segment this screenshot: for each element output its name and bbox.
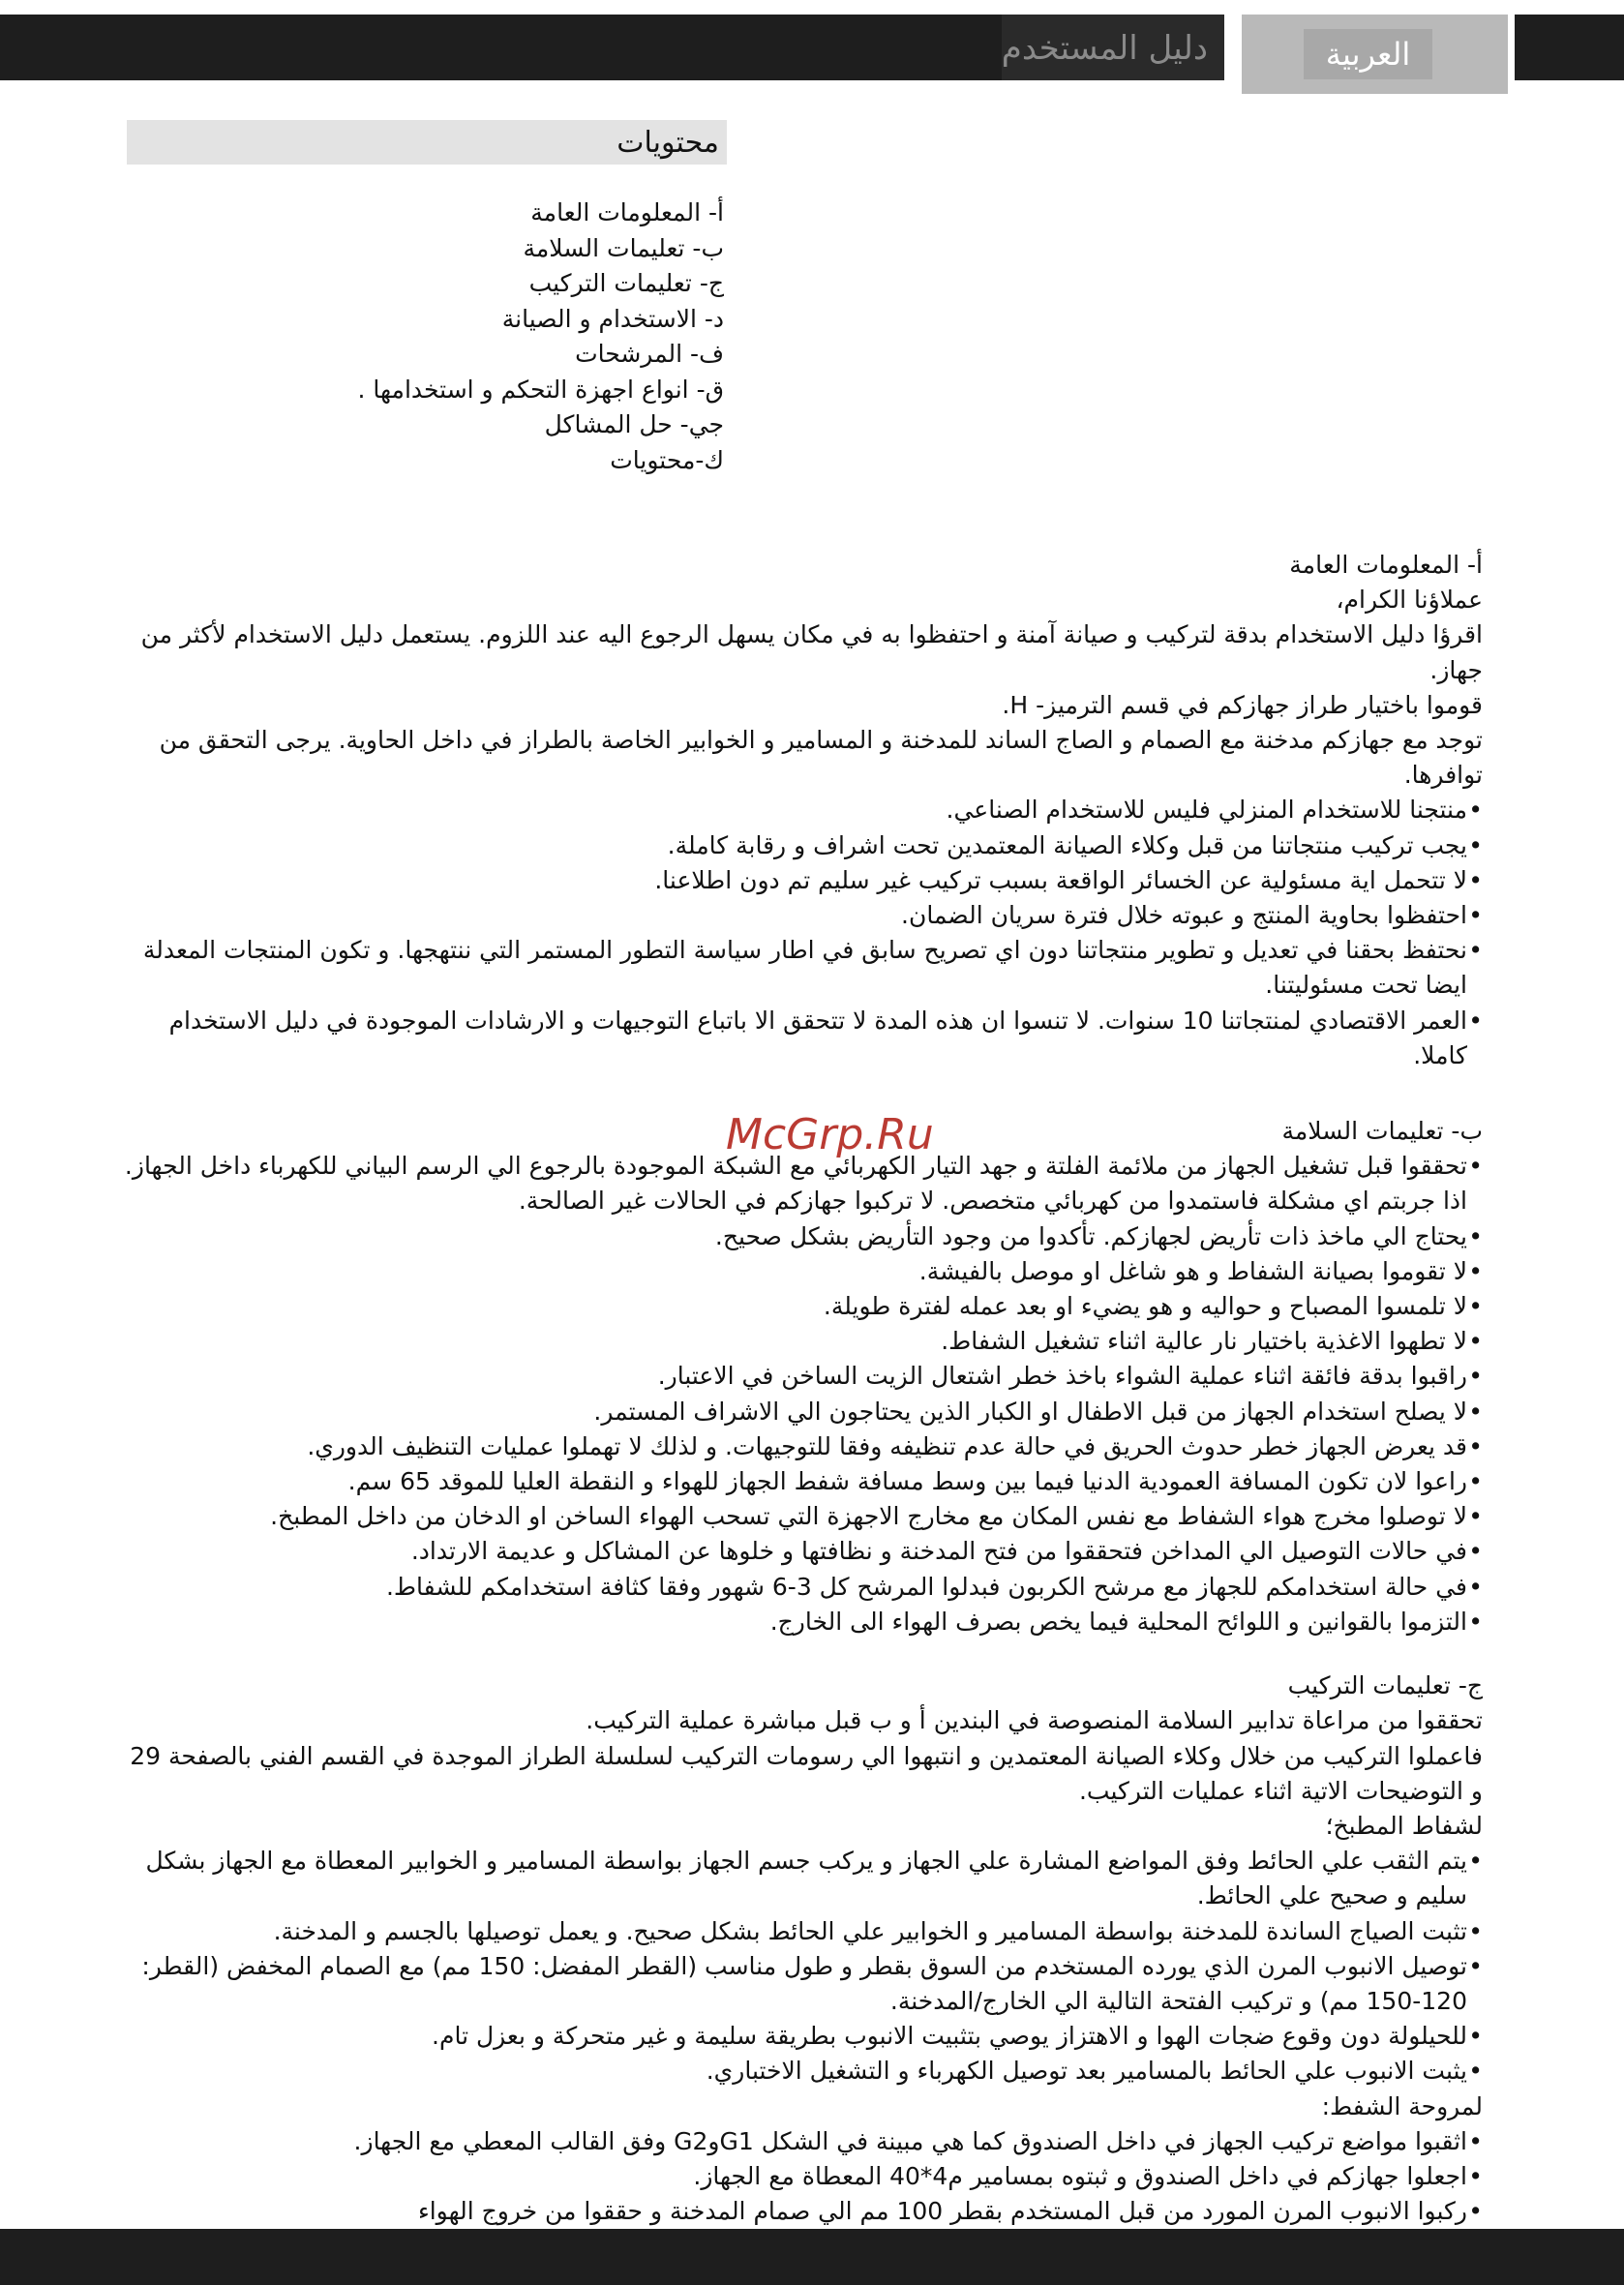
list-item: • نحتفظ بحقنا في تعديل و تطوير منتجاتنا دون اي تصريح سابق في اطار سياسة التطور المستمر التي ننتهجها. و تكون المنتجات المعدلة ايضا تحت مسئوليتنا. [116,933,1483,1003]
list-item: • لا يصلح استخدام الجهاز من قبل الاطفال او الكبار الذين يحتاجون الي الاشراف المستمر. [116,1395,1483,1429]
language-tab: العربية [1304,29,1432,79]
list-item: • اثقبوا مواضع تركيب الجهاز في داخل الصندوق كما هي مبينة في الشكل G1وG2 وفق القالب المعطي مع الجهاز. [116,2124,1483,2159]
toc-title: محتويات [127,120,727,165]
toc-item: جي- حل المشاكل [544,410,724,438]
list-item: • قد يعرض الجهاز خطر حدوث الحريق في حالة عدم تنظيفه وفقا للتوجيهات. و لذلك لا تهملوا عمليات التنظيف الدوري. [116,1429,1483,1464]
list-item: • لا تلمسوا المصباح و حواليه و هو يضيء او بعد عمله لفترة طويلة. [116,1289,1483,1324]
document-body [116,548,1483,2229]
paragraph: تحققوا من مراعاة تدابير السلامة المنصوصة في البندين أ و ب قبل مباشرة عملية التركيب. [586,1706,1483,1735]
toc-item: ق- انواع اجهزة التحكم و استخدامها . [357,375,724,404]
list-item: • راقبوا بدقة فائقة اثناء عملية الشواء باخذ خطر اشتعال الزيت الساخن في الاعتبار. [116,1359,1483,1394]
spacer [116,1639,1483,1669]
list-item: • تثبت الصياج الساندة للمدخنة بواسطة المسامير و الخوابير علي الحائط بشكل صحيح. و يعمل توصيلها بالجسم و المدخنة. [116,1914,1483,1949]
toc-item: ك-محتويات [610,445,724,474]
list-item: • للحيلولة دون وقوع ضجات الهوا و الاهتزاز يوصي بتثبيت الانبوب بطريقة سليمة و غير متحركة و بعزل تام. [116,2019,1483,2054]
section-b-heading: ب- تعليمات السلامة [1281,1117,1483,1146]
subheading-kitchen: لشفاط المطبخ؛ [1325,1811,1483,1840]
toc-item: د- الاستخدام و الصيانة [501,304,724,333]
greeting: عملاؤنا الكرام، [1336,586,1483,615]
list-item: • لا توصلوا مخرج هواء الشفاط مع نفس المكان مع مخارج الاجهزة التي تسحب الهواء الساخن او الدخان من داخل المطبخ. [116,1499,1483,1534]
list-item: • اجعلوا جهازكم في داخل الصندوق و ثبتوه بمسامير م4*40 المعطاة مع الجهاز. [116,2159,1483,2194]
toc-item: أ- المعلومات العامة [530,198,724,226]
list-item: • لا تقوموا بصيانة الشفاط و هو شاغل او موصل بالفيشة. [116,1254,1483,1289]
section-a-bullets [116,793,1483,1073]
list-item: • في حالة استخدامكم للجهاز مع مرشح الكربون فبدلوا المرشح كل 3-6 شهور وفقا كثافة استخدامكم للشفاط. [116,1570,1483,1605]
list-item: • التزموا بالقوانين و اللوائح المحلية فيما يخص بصرف الهواء الى الخارج. [116,1605,1483,1639]
section-c-heading: ج- تعليمات التركيب [1287,1671,1483,1700]
spacer [116,1073,1483,1114]
watermark-logo: McGrp.Ru [726,1110,934,1159]
footer-bar [0,2229,1624,2285]
list-item: • ركبوا الانبوب المرن المورد من قبل المستخدم بقطر 100 مم الي صمام المدخنة و حققوا من خروج الهواء [116,2194,1483,2229]
toc-list [308,195,724,478]
paragraph: قوموا باختيار طراز جهازكم في قسم الترميز- H. [1002,690,1483,719]
list-item: • منتجنا للاستخدام المنزلي فليس للاستخدام الصناعي. [116,793,1483,827]
list-item: • يجب تركيب منتجاتنا من قبل وكلاء الصيانة المعتمدين تحت اشراف و رقابة كاملة. [116,828,1483,863]
list-item: • لا تطهوا الاغذية باختيار نار عالية اثناء تشغيل الشفاط. [116,1324,1483,1359]
list-item: • يتم الثقب علي الحائط وفق المواضع المشارة علي الجهاز و يركب جسم الجهاز بواسطة المسامير و الخوابير المعطاة مع الجهاز بشكل سليم و صحيح علي الحائط. [116,1844,1483,1913]
list-item: • توصيل الانبوب المرن الذي يورده المستخدم من السوق بقطر و طول مناسب (القطر المفضل: 150 مم) مع الصمام المخفض (القطر: 120-150 مم) و تركيب الفتحة التالية الي الخارج/المدخنة. [116,1949,1483,2019]
subheading-fan: لمروحة الشفط: [1321,2091,1483,2120]
list-item: • احتفظوا بحاوية المنتج و عبوته خلال فترة سريان الضمان. [116,898,1483,933]
paragraph: فاعملوا التركيب من خلال وكلاء الصيانة المعتمدين و انتبهوا الي رسومات التركيب لسلسلة الطراز الموجدة في القسم الفني بالصفحة 29 و التوضيحات الاتية اثناء عمليات التركيب. [130,1741,1483,1805]
list-item: • لا تتحمل اية مسئولية عن الخسائر الواقعة بسبب تركيب غير سليم تم دون اطلاعنا. [116,863,1483,898]
list-item: • يحتاج الي ماخذ ذات تأريض لجهازكم. تأكدوا من وجود التأريض بشكل صحيح. [116,1219,1483,1254]
list-item: • العمر الاقتصادي لمنتجاتنا 10 سنوات. لا تنسوا ان هذه المدة لا تتحقق الا باتباع التوجيهات و الارشادات الموجودة في دليل الاستخدام كاملا. [116,1004,1483,1073]
manual-title: دليل المستخدم [1001,29,1208,68]
list-item: • تحققوا قبل تشغيل الجهاز من ملائمة الفلتة و جهد التيار الكهربائي مع الشبكة الموجودة بالرجوع الي الرسم البياني للكهرباء داخل الجهاز. اذا جربتم اي مشكلة فاستمدوا من كهربائي متخصص. لا تركبوا جهازكم في الحالات غير الصالحة. [116,1149,1483,1218]
section-b-bullets [116,1149,1483,1639]
kitchen-bullets [116,1844,1483,2089]
toc-item: ج- تعليمات التركيب [528,269,724,297]
paragraph: توجد مع جهازكم مدخنة مع الصمام و الصاج الساند للمدخنة و المسامير و الخوابير الخاصة بالطراز في داخل الحاوية. يرجى التحقق من توافرها. [159,726,1483,790]
header-bar-right [1515,15,1624,80]
list-item: • في حالات التوصيل الي المداخن فتحققوا من فتح المدخنة و نظافتها و خلوها عن المشاكل و عديمة الارتداد. [116,1534,1483,1569]
toc-item: ب- تعليمات السلامة [523,233,724,262]
list-item: • راعوا لان تكون المسافة العمودية الدنيا فيما بين وسط مسافة شفط الجهاز للهواء و النقطة العليا للموقد 65 سم. [116,1464,1483,1499]
fan-bullets [116,2124,1483,2230]
toc-item: ف- المرشحات [575,340,724,368]
section-a-heading: أ- المعلومات العامة [1289,551,1483,579]
list-item: • يثبت الانبوب علي الحائط بالمسامير بعد توصيل الكهرباء و التشغيل الاختباري. [116,2054,1483,2089]
paragraph: اقرؤا دليل الاستخدام بدقة لتركيب و صيانة آمنة و احتفظوا به في مكان يسهل الرجوع اليه عند اللزوم. يستعمل دليل الاستخدام لأكثر من جهاز. [140,620,1483,684]
